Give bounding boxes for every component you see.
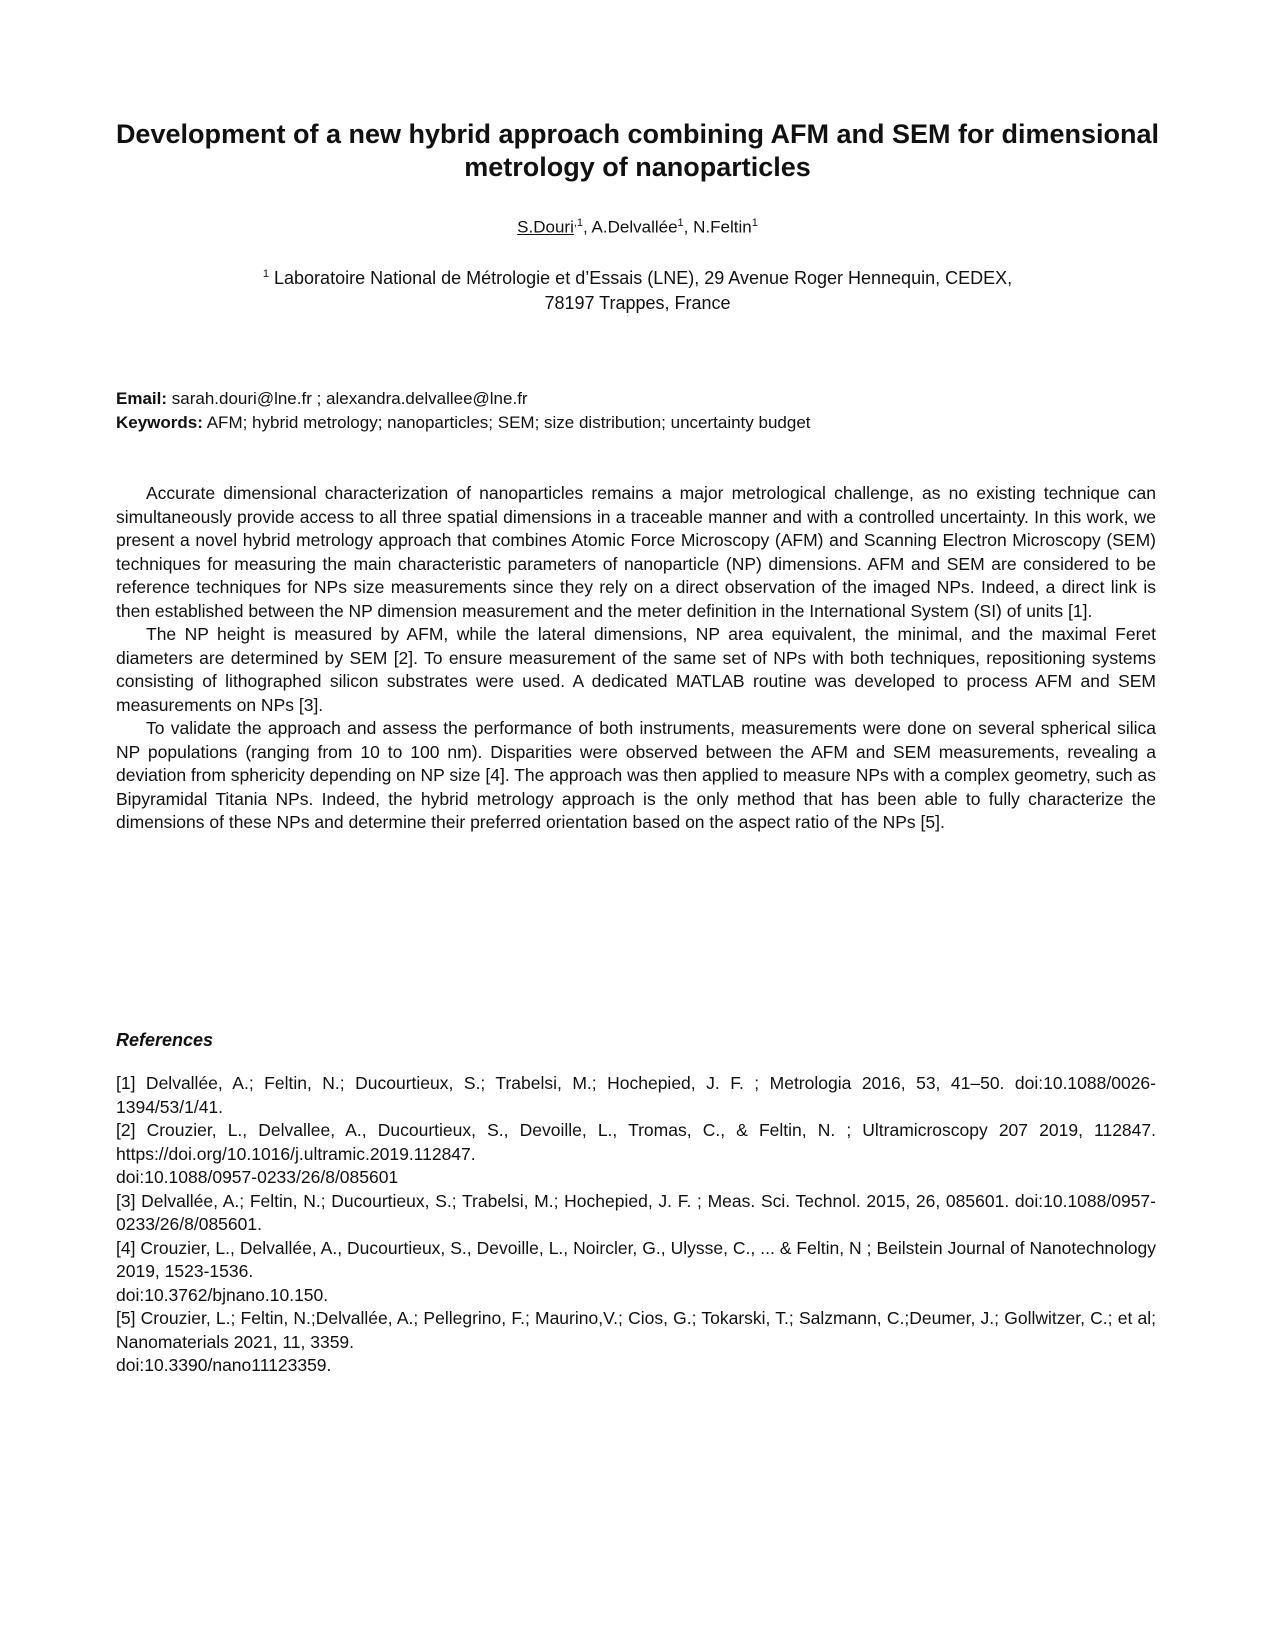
author-1: S.Douri [517,217,574,237]
keywords-value: AFM; hybrid metrology; nanoparticles; SEM; size distribution; uncertainty budget [206,413,811,432]
reference-3: [3] Delvallée, A.; Feltin, N.; Ducourtieux, S.; Trabelsi, M.; Hochepied, J. F. ; Meas. Sci. Technol. 2015, 26, 085601. doi:10.1088/0957-0233/26/8/085601. [116,1190,1156,1234]
affiliation-marker: 1 [262,268,269,280]
reference-5-doi: doi:10.3390/nano11123359. [116,1355,332,1375]
affiliation-line-1: Laboratoire National de Métrologie et d’Essais (LNE), 29 Avenue Roger Hennequin, CEDEX, [274,268,1013,288]
reference-4-doi: doi:10.3762/bjnano.10.150. [116,1284,329,1305]
abstract [116,482,1156,835]
author-3: N.Feltin [693,217,752,237]
affiliation-line-2: 78197 Trappes, France [544,293,731,313]
abstract-paragraph-1: Accurate dimensional characterization of nanoparticles remains a major metrological challenge, as no existing technique can simultaneously provide access to all three spatial dimensions in a traceable manner and with a controlled uncertainty. In this work, we present a novel hybrid metrology approach that combines Atomic Force Microscopy (AFM) and Scanning Electron Microscopy (SEM) techniques for measuring the main characteristic parameters of nanoparticle (NP) dimensions. AFM and SEM are considered to be reference techniques for NPs size measurements since they rely on a direct observation of the imaged NPs. Indeed, a direct link is then established between the NP dimension measurement and the meter definition in the International System (SI) of units [1]. [116,483,1156,621]
paper-title: Development of a new hybrid approach combining AFM and SEM for dimensional metrology of nanoparticles [115,119,1160,182]
email-label: Email: [116,389,168,408]
reference-4: [4] Crouzier, L., Delvallée, A., Ducourtieux, S., Devoille, L., Noircler, G., Ulysse, C., ... & Feltin, N ; Beilstein Journal of Nanotechnology 2019, 1523-1536. [116,1237,1156,1281]
email-value: sarah.douri@lne.fr ; alexandra.delvallee@lne.fr [171,389,528,408]
abstract-paragraph-3: To validate the approach and assess the performance of both instruments, measurements were done on several spherical silica NP populations (ranging from 10 to 100 nm). Disparities were observed between the AFM and SEM measurements, revealing a deviation from sphericity depending on NP size [4]. The approach was then applied to measure NPs with a complex geometry, such as Bipyramidal Titania NPs. Indeed, the hybrid metrology approach is the only method that has been able to fully characterize the dimensions of these NPs and determine their preferred orientation based on the aspect ratio of the NPs [5]. [116,718,1156,832]
author-list: S.Douri$^{,1}$, A.Delvallée$^1$, N.Feltin$^1$ [517,217,758,237]
author-1-affil: ,1 [573,217,584,229]
author-2-affil: 1 [677,217,684,229]
reference-5: [5] Crouzier, L.; Feltin, N.;Delvallée, A.; Pellegrino, F.; Maurino,V.; Cios, G.; Tokarski, T.; Salzmann, C.;Deumer, J.; Gollwitzer, C.; et al; Nanomaterials 2021, 11, 3359. [116,1308,1156,1352]
reference-2: [2] Crouzier, L., Delvallee, A., Ducourtieux, S., Devoille, L., Tromas, C., & Feltin, N. ; Ultramicroscopy 207 2019, 112847. https://doi.org/10.1016/j.ultramic.2019.112847. [116,1120,1156,1164]
abstract-paragraph-2: The NP height is measured by AFM, while the lateral dimensions, NP area equivalent, the minimal, and the maximal Feret diameters are determined by SEM [2]. To ensure measurement of the same set of NPs with both techniques, repositioning systems consisting of lithographed silicon substrates were used. A dedicated MATLAB routine was developed to process AFM and SEM measurements on NPs [3]. [116,624,1156,715]
references-heading: References [116,1030,214,1050]
references-list [116,1072,1156,1378]
reference-2-doi: doi:10.1088/0957-0233/26/8/085601 [116,1167,399,1187]
metadata-block [116,387,1166,435]
reference-1: [1] Delvallée, A.; Feltin, N.; Ducourtieux, S.; Trabelsi, M.; Hochepied, J. F. ; Metrologia 2016, 53, 41–50. doi:10.1088/0026-1394/53/1/41. [116,1073,1156,1117]
affiliation [100,262,1175,316]
author-2: A.Delvallée [591,217,678,237]
keywords-label: Keywords: [116,413,203,432]
author-3-affil: 1 [751,217,758,229]
